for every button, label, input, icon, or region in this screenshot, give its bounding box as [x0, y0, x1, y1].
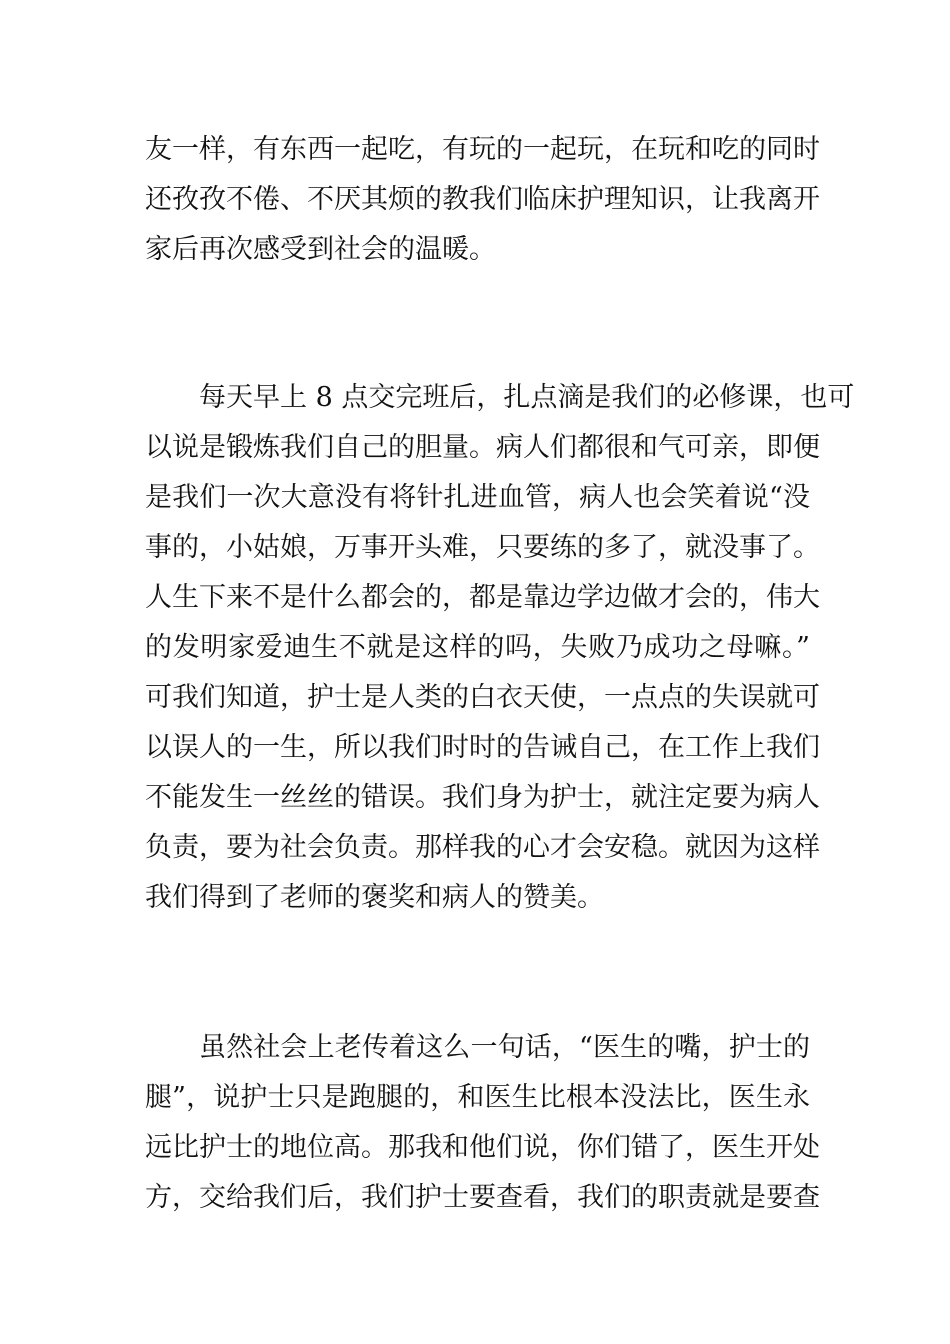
- paragraph-2-line-6: 的发明家爱迪生不就是这样的吗，失败乃成功之母嘛。”: [145, 632, 810, 663]
- paragraph-3-line-4: 方，交给我们后，我们护士要查看，我们的职责就是要查: [145, 1182, 820, 1213]
- paragraph-3-line-2: 腿”，说护士只是跑腿的，和医生比根本没法比，医生永: [145, 1082, 810, 1113]
- paragraph-1-line-2: 还孜孜不倦、不厌其烦的教我们临床护理知识，让我离开: [145, 184, 820, 215]
- paragraph-2-line-8: 以误人的一生，所以我们时时的告诫自己，在工作上我们: [145, 732, 820, 763]
- paragraph-3-line-1: 虽然社会上老传着这么一句话，“医生的嘴，护士的: [199, 1032, 810, 1063]
- paragraph-1-line-3: 家后再次感受到社会的温暖。: [145, 234, 496, 265]
- paragraph-2-line-3: 是我们一次大意没有将针扎进血管，病人也会笑着说“没: [145, 482, 810, 513]
- paragraph-2-line-5: 人生下来不是什么都会的，都是靠边学边做才会的，伟大: [145, 582, 820, 613]
- paragraph-2-line-4: 事的，小姑娘，万事开头难，只要练的多了，就没事了。: [145, 532, 820, 563]
- paragraph-2-line-11: 我们得到了老师的褒奖和病人的赞美。: [145, 882, 604, 913]
- paragraph-2-line-9: 不能发生一丝丝的错误。我们身为护士，就注定要为病人: [145, 782, 820, 813]
- paragraph-2-line-2: 以说是锻炼我们自己的胆量。病人们都很和气可亲，即便: [145, 432, 820, 463]
- paragraph-2-line-1: 每天早上 8 点交完班后，扎点滴是我们的必修课，也可: [199, 382, 855, 413]
- paragraph-2-line-7: 可我们知道，护士是人类的白衣天使，一点点的失误就可: [145, 682, 820, 713]
- paragraph-2-line-10: 负责，要为社会负责。那样我的心才会安稳。就因为这样: [145, 832, 820, 863]
- paragraph-1-line-1: 友一样，有东西一起吃，有玩的一起玩，在玩和吃的同时: [145, 134, 820, 165]
- paragraph-3-line-3: 远比护士的地位高。那我和他们说，你们错了，医生开处: [145, 1132, 820, 1163]
